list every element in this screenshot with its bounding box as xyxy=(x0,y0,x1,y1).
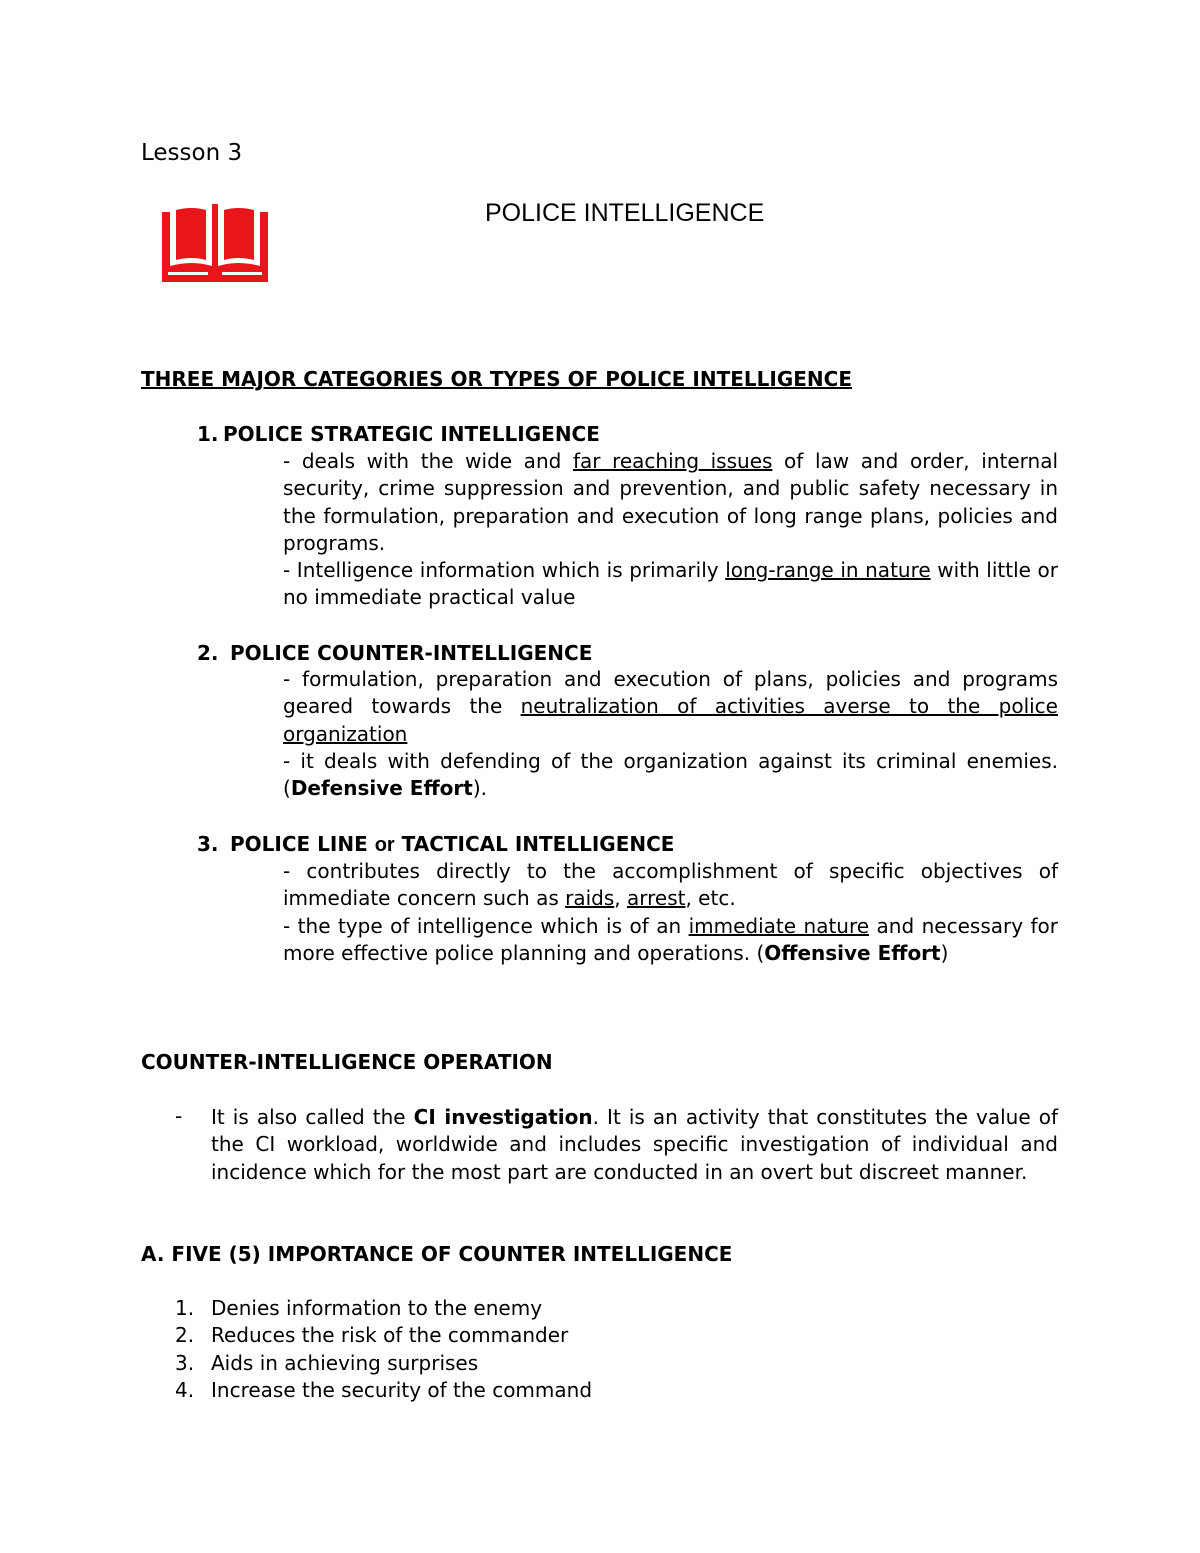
list-item: 4. Increase the security of the command xyxy=(175,1378,593,1402)
section-heading-ci-operation: COUNTER-INTELLIGENCE OPERATION xyxy=(141,1050,553,1074)
item-title-strategic: POLICE STRATEGIC INTELLIGENCE xyxy=(223,422,600,446)
ci-paragraph: It is also called the CI investigation. It is an activity that constitutes the value of the CI workload, worldwide and includes specific investigation of individual and incidence which for the most part are conducted in an overt but discreet manner. xyxy=(211,1105,1058,1184)
item-number: 3. xyxy=(197,832,219,856)
list-item: 2. Reduces the risk of the commander xyxy=(175,1323,569,1347)
book-icon xyxy=(162,198,268,282)
item-paragraph: - contributes directly to the accomplishment of specific objectives of immediate concern such as raids, arrest, etc. - the type of intelligence which is of an immediate nature and necessary for more effective police planning and operations. (Offensive Effort) xyxy=(283,859,1059,965)
list-item: 1. Denies information to the enemy xyxy=(175,1296,543,1320)
item-paragraph: - deals with the wide and far reaching issues of law and order, internal security, crime suppression and prevention, and public safety necessary in the formulation, preparation and execution of long range plans, policies and programs. - Intelligence information which is primarily long-range in nature with little or no immediate practical value xyxy=(283,449,1059,610)
list-item: 3. Aids in achieving surprises xyxy=(175,1351,479,1375)
page-title: POLICE INTELLIGENCE xyxy=(485,199,765,227)
item-number: 1. xyxy=(197,422,219,446)
item-number: 2. xyxy=(197,641,219,665)
lesson-label: Lesson 3 xyxy=(141,140,243,166)
section-heading-importance: A. FIVE (5) IMPORTANCE OF COUNTER INTELLIGENCE xyxy=(141,1242,733,1266)
item-paragraph: - formulation, preparation and execution of plans, policies and programs geared towards the neutralization of activities averse to the police organization - it deals with defending of the organization against its criminal enemies. (Defensive Effort). xyxy=(283,667,1058,801)
bullet-dash: - xyxy=(175,1104,183,1128)
item-title-tactical: POLICE LINE or TACTICAL INTELLIGENCE xyxy=(230,832,675,856)
item-title-counter: POLICE COUNTER-INTELLIGENCE xyxy=(230,641,593,665)
section-heading-types: THREE MAJOR CATEGORIES OR TYPES OF POLICE INTELLIGENCE xyxy=(141,367,852,391)
